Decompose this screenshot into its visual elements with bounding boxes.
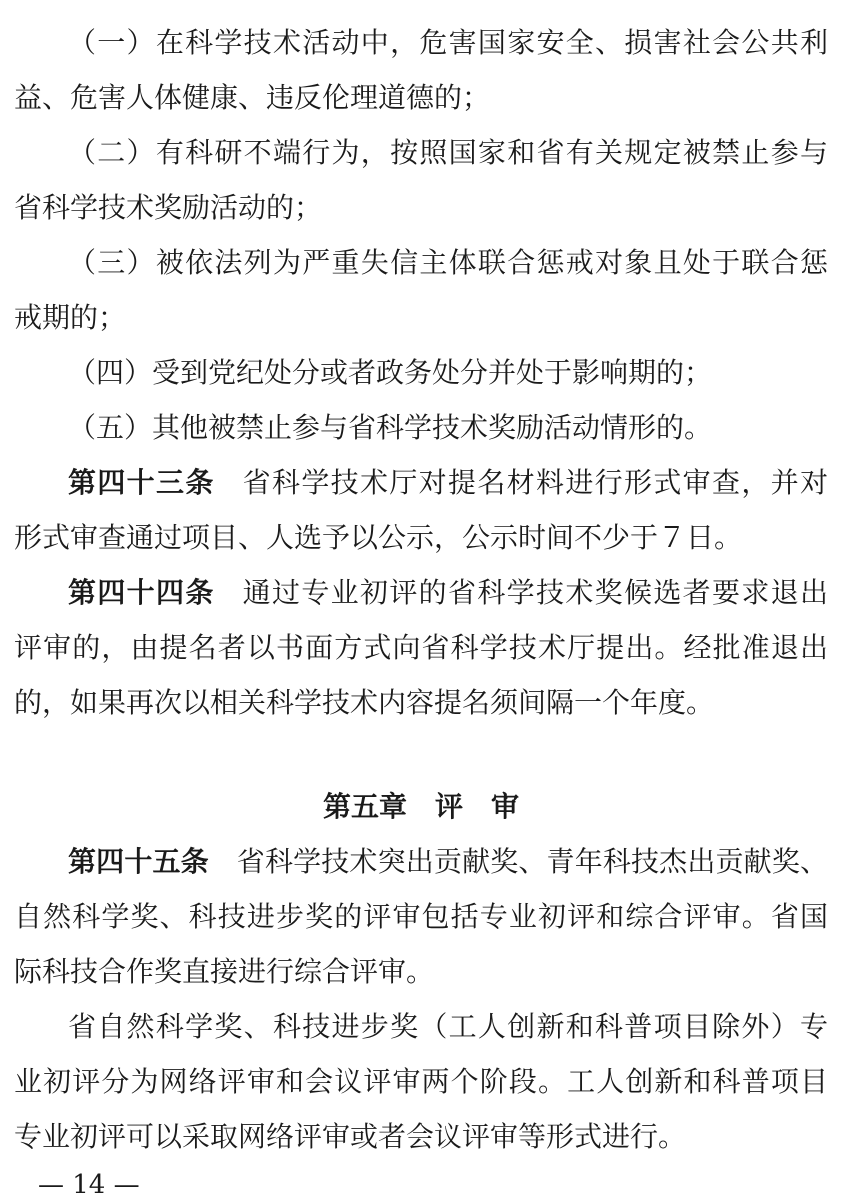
- article-number: 第四十三条: [68, 466, 215, 499]
- line-text: 际科技合作奖直接进行综合评审。: [14, 955, 435, 988]
- list-item-line: [14, 235, 828, 290]
- list-item-line: [14, 400, 828, 455]
- page-number: — 14 —: [38, 1170, 140, 1200]
- line-text: 戒期的；: [14, 301, 127, 334]
- line-text: （一）在科学技术活动中，危害国家安全、损害社会公共利: [68, 26, 828, 59]
- line-text: 专业初评可以采取网络评审或者会议评审等形式进行。: [14, 1120, 687, 1153]
- article-number: 第四十五条: [68, 845, 209, 878]
- chapter-number: 第五章: [322, 790, 407, 823]
- article-line: [14, 889, 828, 944]
- article-line: [14, 1109, 828, 1164]
- line-text: 自然科学奖、科技进步奖的评审包括专业初评和综合评审。省国: [14, 900, 828, 933]
- line-text: 评审的，由提名者以书面方式向省科学技术厅提出。经批准退出: [14, 631, 828, 664]
- chapter-heading: [14, 779, 828, 834]
- list-item-line: [14, 290, 828, 345]
- list-item-line: [14, 70, 828, 125]
- list-item-line: [14, 180, 828, 235]
- article-line: [14, 565, 828, 620]
- line-text: 通过专业初评的省科学技术奖候选者要求退出: [242, 576, 828, 609]
- article-line: [14, 675, 828, 730]
- line-text: 益、危害人体健康、违反伦理道德的；: [14, 81, 491, 114]
- article-line: [14, 620, 828, 675]
- article-line: [14, 455, 828, 510]
- article-line: [14, 834, 828, 889]
- list-item-line: [14, 125, 828, 180]
- line-text: 省科学技术突出贡献奖、青年科技杰出贡献奖、: [236, 845, 828, 878]
- chapter-title: 评 审: [435, 790, 520, 823]
- line-text: 形式审查通过项目、人选予以公示，公示时间不少于７日。: [14, 521, 743, 554]
- article-line: [14, 510, 828, 565]
- list-item-line: [14, 15, 828, 70]
- article-line: [14, 999, 828, 1054]
- document-body: [14, 15, 828, 1164]
- line-text: （三）被依法列为严重失信主体联合惩戒对象且处于联合惩: [68, 246, 828, 279]
- article-line: [14, 1054, 828, 1109]
- line-text: （二）有科研不端行为，按照国家和省有关规定被禁止参与: [68, 136, 828, 169]
- line-text: 业初评分为网络评审和会议评审两个阶段。工人创新和科普项目: [14, 1065, 828, 1098]
- article-number: 第四十四条: [68, 576, 215, 609]
- line-text: 的，如果再次以相关科学技术内容提名须间隔一个年度。: [14, 686, 715, 719]
- line-text: 省科学技术奖励活动的；: [14, 191, 323, 224]
- blank-line: [14, 730, 828, 779]
- line-text: （四）受到党纪处分或者政务处分并处于影响期的；: [68, 356, 713, 389]
- line-text: 省自然科学奖、科技进步奖（工人创新和科普项目除外）专: [68, 1010, 828, 1043]
- article-line: [14, 944, 828, 999]
- list-item-line: [14, 345, 828, 400]
- line-text: （五）其他被禁止参与省科学技术奖励活动情形的。: [68, 411, 713, 444]
- line-text: 省科学技术厅对提名材料进行形式审查，并对: [242, 466, 828, 499]
